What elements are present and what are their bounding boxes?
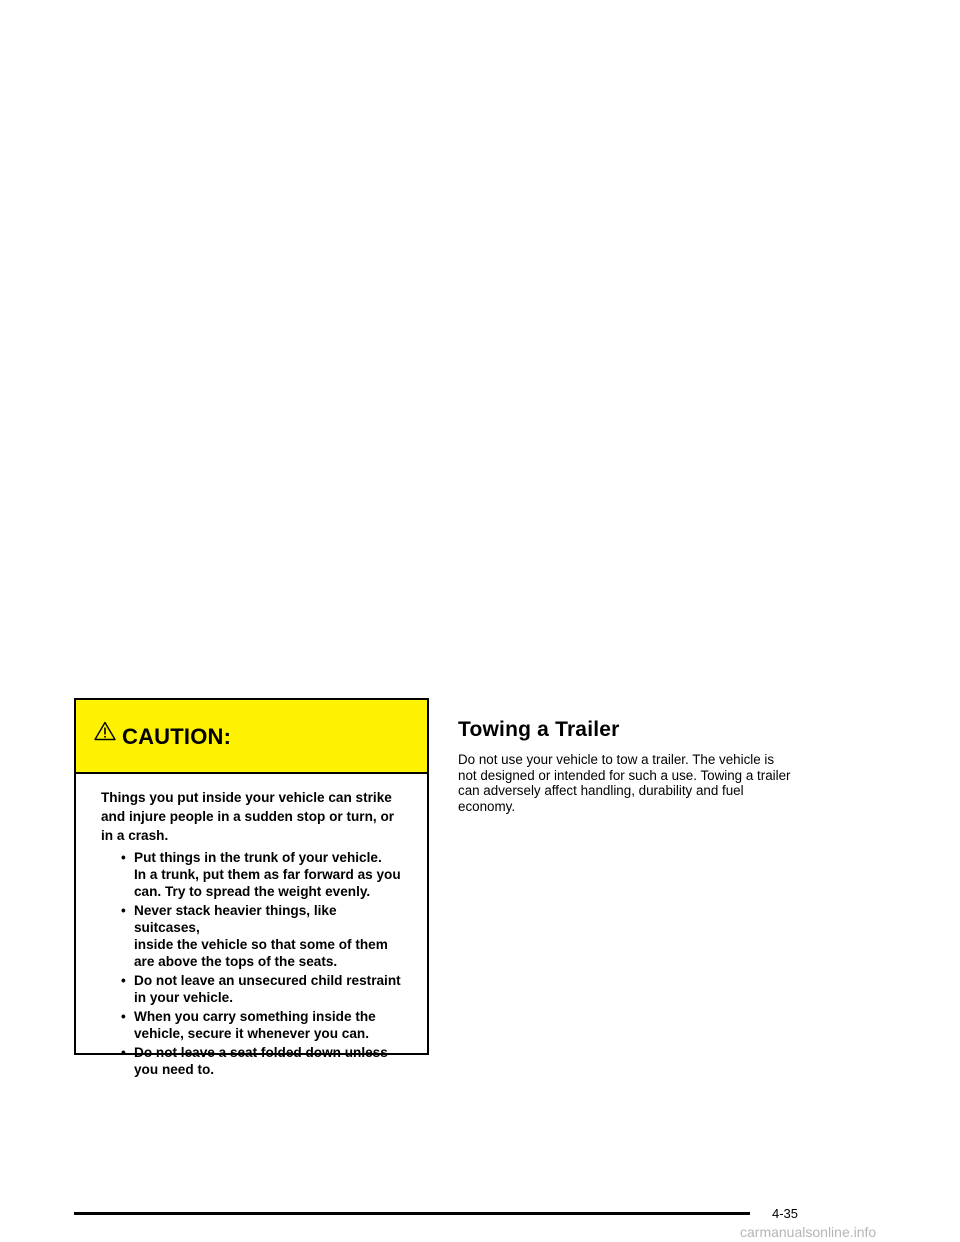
section-body-line: economy.	[458, 798, 516, 814]
bullet-icon: •	[121, 1045, 126, 1060]
caution-item-line: in your vehicle.	[134, 990, 233, 1005]
caution-box	[74, 698, 429, 1077]
caution-item-line: are above the tops of the seats.	[134, 954, 338, 969]
warning-triangle-icon	[94, 721, 116, 741]
caution-item-line: Do not leave an unsecured child restraint	[134, 973, 401, 988]
caution-item-line: inside the vehicle so that some of them	[134, 937, 388, 952]
footer-rule	[74, 1212, 750, 1215]
caution-item-line: Never stack heavier things, like suitcases,	[134, 903, 337, 935]
section-heading: Towing a Trailer	[458, 718, 620, 741]
bullet-icon: •	[121, 903, 126, 918]
caution-list-item	[121, 902, 405, 970]
caution-intro-line: and injure people in a sudden stop or turn,	[101, 809, 377, 824]
caution-body	[76, 774, 427, 1078]
caution-item-line: you need to.	[134, 1062, 215, 1077]
caution-item-line: vehicle, secure it whenever you can.	[134, 1026, 369, 1041]
bullet-icon: •	[121, 850, 126, 865]
caution-intro-line: or in a crash.	[101, 809, 395, 843]
caution-header	[76, 700, 427, 774]
caution-list-item	[121, 972, 405, 1006]
watermark: carmanualsonline.info	[740, 1224, 877, 1240]
caution-list-item	[121, 1044, 405, 1078]
caution-intro	[101, 788, 405, 845]
caution-list-item	[121, 849, 405, 900]
section-body-line: Do not use your vehicle to tow a trailer. The vehicle is	[458, 752, 775, 767]
caution-item-line: can. Try to spread the weight evenly.	[134, 884, 371, 899]
caution-list-item	[121, 1008, 405, 1042]
section-body-line: not designed or intended for such a use. Towing a trailer	[458, 767, 791, 783]
section-body-line: can adversely affect handling, durability and fuel	[458, 783, 744, 798]
bullet-icon: •	[121, 973, 126, 988]
caution-item-line: Put things in the trunk of your vehicle.	[134, 850, 382, 865]
caution-item-line: Do not leave a seat folded down unless	[134, 1045, 388, 1060]
caution-title: CAUTION:	[122, 724, 232, 749]
section-body	[458, 752, 838, 814]
bullet-icon: •	[121, 1009, 126, 1024]
towing-section	[458, 718, 838, 814]
caution-item-line: When you carry something inside the	[134, 1009, 376, 1024]
caution-list	[101, 849, 405, 1078]
page-number: 4-35	[772, 1206, 799, 1221]
caution-item-line: In a trunk, put them as far forward as you	[134, 867, 401, 882]
caution-intro-line: Things you put inside your vehicle can strike	[101, 790, 392, 805]
